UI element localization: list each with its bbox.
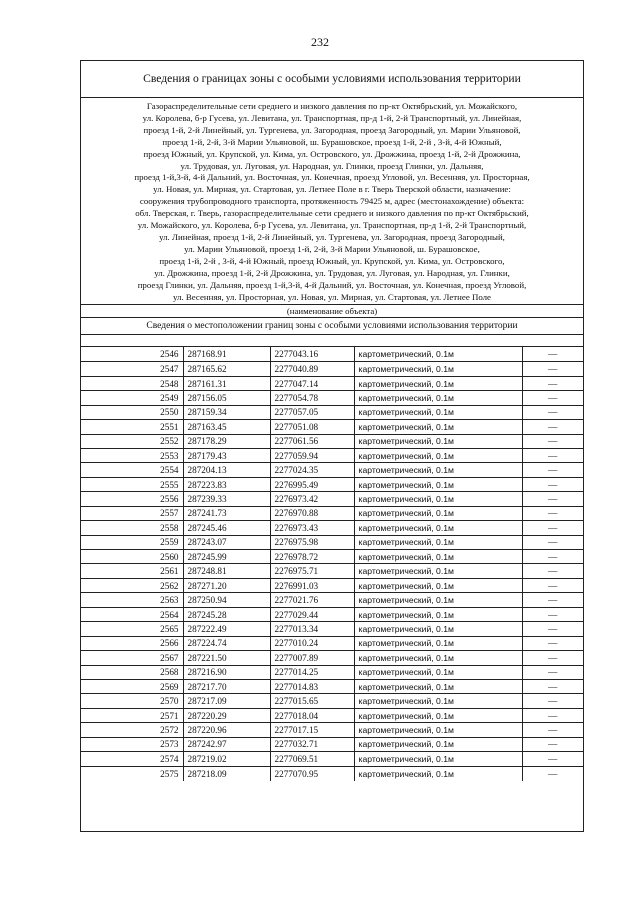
point-number: 2569: [81, 679, 183, 693]
coord-y: 2277043.16: [270, 347, 354, 361]
description-dash: —: [522, 492, 583, 506]
coord-y: 2276975.71: [270, 564, 354, 578]
point-number: 2555: [81, 477, 183, 491]
coord-y: 2277040.89: [270, 362, 354, 376]
coord-x: 287222.49: [183, 622, 270, 636]
method-accuracy: картометрический, 0.1м: [354, 506, 522, 520]
method-accuracy: картометрический, 0.1м: [354, 564, 522, 578]
table-row: [81, 593, 583, 607]
coord-x: 287271.20: [183, 578, 270, 592]
coord-y: 2277069.51: [270, 752, 354, 766]
table-row: [81, 434, 583, 448]
description-dash: —: [522, 376, 583, 390]
table-row: [81, 665, 583, 679]
coord-x: 287161.31: [183, 376, 270, 390]
header-spacer-row: [81, 335, 583, 347]
table-row: [81, 737, 583, 751]
table-row: [81, 347, 583, 361]
point-number: 2565: [81, 622, 183, 636]
coord-x: 287245.99: [183, 550, 270, 564]
table-row: [81, 448, 583, 462]
method-accuracy: картометрический, 0.1м: [354, 723, 522, 737]
coord-y: 2277021.76: [270, 593, 354, 607]
coord-y: 2277054.78: [270, 391, 354, 405]
description-dash: —: [522, 362, 583, 376]
coord-y: 2276973.43: [270, 521, 354, 535]
coord-y: 2277007.89: [270, 651, 354, 665]
object-description-line: проезд 1-й, 2-й , 3-й, 4-й Южный, проезд Южный, ул. Крупской, ул. Кима, ул. Островского,: [159, 255, 505, 266]
point-number: 2553: [81, 448, 183, 462]
coord-x: 287250.94: [183, 593, 270, 607]
point-number: 2571: [81, 708, 183, 722]
coord-x: 287220.29: [183, 708, 270, 722]
coord-y: 2276991.03: [270, 578, 354, 592]
description-dash: —: [522, 622, 583, 636]
table-row: [81, 492, 583, 506]
coord-y: 2276978.72: [270, 550, 354, 564]
coordinates-table: [81, 347, 583, 780]
table-row: [81, 564, 583, 578]
method-accuracy: картометрический, 0.1м: [354, 636, 522, 650]
point-number: 2567: [81, 651, 183, 665]
description-dash: —: [522, 679, 583, 693]
coord-x: 287163.45: [183, 420, 270, 434]
object-description-line: ул. Новая, ул. Мирная, ул. Стартовая, ул. Летнее Поле в г. Тверь Тверской области, назначение:: [153, 184, 511, 195]
point-number: 2546: [81, 347, 183, 361]
description-dash: —: [522, 506, 583, 520]
table-row: [81, 651, 583, 665]
description-dash: —: [522, 448, 583, 462]
coord-y: 2277018.04: [270, 708, 354, 722]
description-dash: —: [522, 607, 583, 621]
table-row: [81, 463, 583, 477]
object-description: [81, 98, 583, 305]
coord-x: 287165.62: [183, 362, 270, 376]
description-dash: —: [522, 665, 583, 679]
coord-y: 2277029.44: [270, 607, 354, 621]
coord-x: 287168.91: [183, 347, 270, 361]
description-dash: —: [522, 752, 583, 766]
description-dash: —: [522, 578, 583, 592]
point-number: 2556: [81, 492, 183, 506]
object-description-line: проезд 1-й, 2-й, 3-й Марии Ульяновой, ш. Бурашовское, проезд 1-й, 2-й , 3-й, 4-й Южный,: [162, 136, 502, 147]
coord-x: 287156.05: [183, 391, 270, 405]
description-dash: —: [522, 463, 583, 477]
point-number: 2557: [81, 506, 183, 520]
point-number: 2570: [81, 694, 183, 708]
coord-y: 2277014.83: [270, 679, 354, 693]
coord-y: 2276995.49: [270, 477, 354, 491]
coord-y: 2277010.24: [270, 636, 354, 650]
section-title: Сведения о местоположении границ зоны с особыми условиями использования территории: [81, 318, 583, 335]
table-row: [81, 521, 583, 535]
table-row: [81, 723, 583, 737]
object-caption: (наименование объекта): [81, 305, 583, 318]
coord-x: 287239.33: [183, 492, 270, 506]
coord-y: 2277013.34: [270, 622, 354, 636]
table-row: [81, 622, 583, 636]
coord-y: 2276973.42: [270, 492, 354, 506]
method-accuracy: картометрический, 0.1м: [354, 477, 522, 491]
object-description-line: ул. Марии Ульяновой, проезд 1-й, 2-й, 3-й Марии Ульяновой, ш. Бурашовское,: [184, 243, 480, 254]
point-number: 2566: [81, 636, 183, 650]
coord-x: 287243.07: [183, 535, 270, 549]
method-accuracy: картометрический, 0.1м: [354, 665, 522, 679]
table-row: [81, 766, 583, 780]
description-dash: —: [522, 737, 583, 751]
coord-y: 2277061.56: [270, 434, 354, 448]
coord-y: 2276970.88: [270, 506, 354, 520]
object-description-line: сооружения трубопроводного транспорта, протяженность 79425 м, адрес (местонахождение) объекта:: [139, 196, 525, 207]
method-accuracy: картометрический, 0.1м: [354, 434, 522, 448]
coord-y: 2277024.35: [270, 463, 354, 477]
description-dash: —: [522, 405, 583, 419]
coord-x: 287179.43: [183, 448, 270, 462]
coord-y: 2277015.65: [270, 694, 354, 708]
method-accuracy: картометрический, 0.1м: [354, 405, 522, 419]
table-row: [81, 752, 583, 766]
table-row: [81, 550, 583, 564]
point-number: 2558: [81, 521, 183, 535]
point-number: 2547: [81, 362, 183, 376]
coord-y: 2277047.14: [270, 376, 354, 390]
point-number: 2549: [81, 391, 183, 405]
table-row: [81, 391, 583, 405]
point-number: 2560: [81, 550, 183, 564]
coord-y: 2277059.94: [270, 448, 354, 462]
object-description-line: ул. Королева, б-р Гусева, ул. Левитана, ул. Транспортная, пр-д 1-й, 2-й Транспортный, ул. Линейная,: [142, 112, 522, 123]
method-accuracy: картометрический, 0.1м: [354, 347, 522, 361]
coord-x: 287217.70: [183, 679, 270, 693]
method-accuracy: картометрический, 0.1м: [354, 420, 522, 434]
object-description-line: проезд 1-й,3-й, 4-й Дальний, ул. Восточная, ул. Конечная, проезд Угловой, ул. Весенняя, ул. Просторная,: [134, 172, 530, 183]
object-description-line: ул. Линейная, проезд 1-й, 2-й Линейный, ул. Тургенева, ул. Загородная, проезд Загородный,: [159, 231, 505, 242]
page-number: 232: [311, 35, 329, 49]
description-dash: —: [522, 391, 583, 405]
table-row: [81, 578, 583, 592]
method-accuracy: картометрический, 0.1м: [354, 376, 522, 390]
point-number: 2573: [81, 737, 183, 751]
coord-x: 287223.83: [183, 477, 270, 491]
method-accuracy: картометрический, 0.1м: [354, 463, 522, 477]
table-row: [81, 420, 583, 434]
point-number: 2564: [81, 607, 183, 621]
table-row: [81, 694, 583, 708]
coord-x: 287241.73: [183, 506, 270, 520]
method-accuracy: картометрический, 0.1м: [354, 578, 522, 592]
method-accuracy: картометрический, 0.1м: [354, 521, 522, 535]
table-row: [81, 679, 583, 693]
method-accuracy: картометрический, 0.1м: [354, 622, 522, 636]
method-accuracy: картометрический, 0.1м: [354, 737, 522, 751]
coord-x: 287159.34: [183, 405, 270, 419]
coord-x: 287245.28: [183, 607, 270, 621]
coord-x: 287224.74: [183, 636, 270, 650]
coord-x: 287221.50: [183, 651, 270, 665]
coord-x: 287178.29: [183, 434, 270, 448]
point-number: 2551: [81, 420, 183, 434]
coord-x: 287216.90: [183, 665, 270, 679]
description-dash: —: [522, 564, 583, 578]
description-dash: —: [522, 708, 583, 722]
description-dash: —: [522, 347, 583, 361]
table-row: [81, 376, 583, 390]
point-number: 2562: [81, 578, 183, 592]
description-dash: —: [522, 535, 583, 549]
object-description-line: ул. Дрожжина, проезд 1-й, 2-й Дрожжина, ул. Трудовая, ул. Луговая, ул. Народная, ул. Глинки,: [154, 267, 510, 278]
method-accuracy: картометрический, 0.1м: [354, 362, 522, 376]
description-dash: —: [522, 636, 583, 650]
object-description-line: проезд 1-й, 2-й Линейный, ул. Тургенева, ул. Загородная, проезд Загородный, ул. Марии Ульяновой,: [143, 124, 521, 135]
point-number: 2574: [81, 752, 183, 766]
coord-x: 287218.09: [183, 766, 270, 780]
document-title: Сведения о границах зоны с особыми условиями использования территории: [81, 61, 583, 98]
object-description-line: Газораспределительные сети среднего и низкого давления по пр-кт Октябрьский, ул. Можайского,: [146, 101, 518, 111]
description-dash: —: [522, 694, 583, 708]
method-accuracy: картометрический, 0.1м: [354, 708, 522, 722]
coord-x: 287219.02: [183, 752, 270, 766]
object-description-line: ул. Можайского, ул. Королева, б-р Гусева, ул. Левитана, ул. Транспортная, пр-д 1-й, 2-й Транспортный,: [137, 220, 527, 231]
method-accuracy: картометрический, 0.1м: [354, 535, 522, 549]
description-dash: —: [522, 550, 583, 564]
coord-x: 287245.46: [183, 521, 270, 535]
coord-x: 287204.13: [183, 463, 270, 477]
object-description-line: ул. Весенняя, ул. Просторная, ул. Новая, ул. Мирная, ул. Стартовая, ул. Летнее Поле: [173, 291, 491, 302]
object-description-line: проезд Южный, ул. Крупской, ул. Кима, ул. Островского, ул. Дрожжина, проезд 1-й, 2-й Дрожжина,: [143, 148, 521, 159]
table-row: [81, 607, 583, 621]
method-accuracy: картометрический, 0.1м: [354, 550, 522, 564]
coord-y: 2277032.71: [270, 737, 354, 751]
point-number: 2572: [81, 723, 183, 737]
table-row: [81, 506, 583, 520]
point-number: 2559: [81, 535, 183, 549]
coord-y: 2276975.98: [270, 535, 354, 549]
table-row: [81, 405, 583, 419]
coord-y: 2277017.15: [270, 723, 354, 737]
point-number: 2552: [81, 434, 183, 448]
coord-y: 2277070.95: [270, 766, 354, 780]
table-row: [81, 636, 583, 650]
coord-y: 2277051.08: [270, 420, 354, 434]
point-number: 2554: [81, 463, 183, 477]
zone-info-table: [80, 60, 584, 832]
table-row: [81, 362, 583, 376]
method-accuracy: картометрический, 0.1м: [354, 391, 522, 405]
method-accuracy: картометрический, 0.1м: [354, 593, 522, 607]
table-row: [81, 477, 583, 491]
method-accuracy: картометрический, 0.1м: [354, 694, 522, 708]
point-number: 2550: [81, 405, 183, 419]
method-accuracy: картометрический, 0.1м: [354, 607, 522, 621]
method-accuracy: картометрический, 0.1м: [354, 752, 522, 766]
description-dash: —: [522, 434, 583, 448]
method-accuracy: картометрический, 0.1м: [354, 766, 522, 780]
table-row: [81, 535, 583, 549]
coord-x: 287248.81: [183, 564, 270, 578]
point-number: 2548: [81, 376, 183, 390]
method-accuracy: картометрический, 0.1м: [354, 651, 522, 665]
object-description-line: обл. Тверская, г. Тверь, газораспределительные сети среднего и низкого давления по пр-кт Октябрьский,: [135, 208, 529, 219]
point-number: 2563: [81, 593, 183, 607]
point-number: 2561: [81, 564, 183, 578]
table-row: [81, 708, 583, 722]
object-description-line: ул. Трудовая, ул. Луговая, ул. Народная, ул. Глинки, проезд Глинки, ул. Дальняя,: [180, 160, 484, 171]
description-dash: —: [522, 593, 583, 607]
description-dash: —: [522, 723, 583, 737]
coord-y: 2277057.05: [270, 405, 354, 419]
object-description-line: проезд Глинки, ул. Дальняя, проезд 1-й,3-й, 4-й Дальний, ул. Восточная, ул. Конечная, проезд Угловой,: [137, 279, 527, 290]
description-dash: —: [522, 521, 583, 535]
point-number: 2568: [81, 665, 183, 679]
description-dash: —: [548, 768, 558, 779]
coord-x: 287217.09: [183, 694, 270, 708]
method-accuracy: картометрический, 0.1м: [354, 448, 522, 462]
coord-x: 287220.96: [183, 723, 270, 737]
description-dash: —: [522, 477, 583, 491]
method-accuracy: картометрический, 0.1м: [354, 679, 522, 693]
description-dash: —: [522, 420, 583, 434]
description-dash: —: [522, 651, 583, 665]
coord-x: 287242.97: [183, 737, 270, 751]
method-accuracy: картометрический, 0.1м: [354, 492, 522, 506]
coord-y: 2277014.25: [270, 665, 354, 679]
point-number: 2575: [81, 766, 183, 780]
